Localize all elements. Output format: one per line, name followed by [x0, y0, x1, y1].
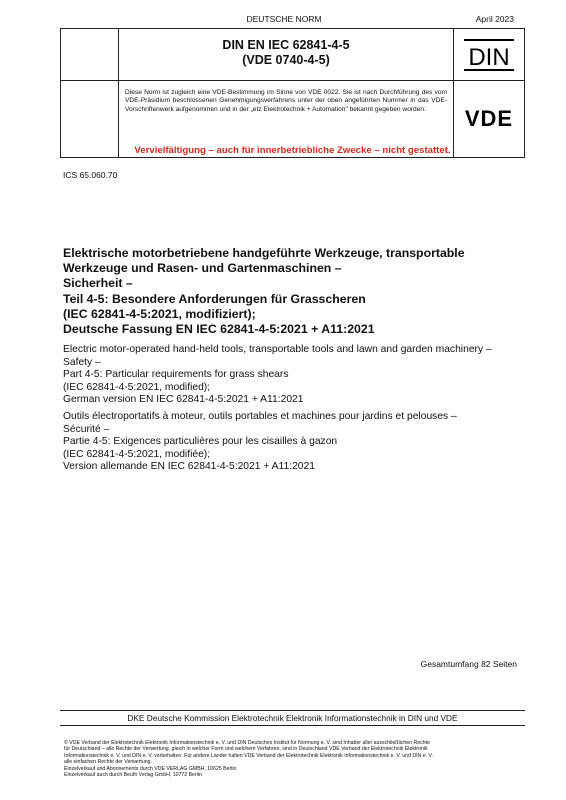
- standard-number-cell: [119, 29, 454, 80]
- title-french-line: Sécurité –: [63, 423, 110, 435]
- title-english-line: German version EN IEC 62841-4-5:2021 + A11:2021: [63, 394, 304, 406]
- total-pages: Gesamtumfang 82 Seiten: [420, 659, 517, 669]
- title-french-line: Outils électroportatifs à moteur, outils portables et machines pour jardins et pelouses –: [63, 411, 457, 422]
- copyright-notice: [64, 740, 534, 778]
- din-logo: [463, 38, 515, 72]
- title-french-line: Version allemande EN IEC 62841-4-5:2021 + A11:2021: [63, 461, 315, 473]
- title-english-line: Safety –: [63, 356, 101, 368]
- title-english-line: Part 4-5: Particular requirements for grass shears: [63, 369, 289, 381]
- copyright-line: © VDE Verband der Elektrotechnik Elektronik Informationstechnik e. V. und DIN Deutsches Institut für Normung e. V. sind Inhaber aller ausschließlichen Rechte: [64, 740, 430, 746]
- title-english-line: (IEC 62841-4-5:2021, modified);: [63, 381, 211, 393]
- title-german-line: Elektrische motorbetriebene handgeführte Werkzeuge, transportable: [63, 246, 465, 260]
- ics-code: ICS 65.060.70: [63, 170, 118, 180]
- sales-line: Einzelverkauf auch durch Beuth Verlag GmbH, 10772 Berlin: [64, 772, 202, 779]
- title-german: [63, 246, 525, 337]
- title-french-line: (IEC 62841-4-5:2021, modifiée);: [63, 448, 211, 460]
- title-english: [63, 344, 533, 407]
- vde-classification-number: (VDE 0740-4-5): [242, 53, 330, 67]
- reproduction-notice: Vervielfältigung – auch für innerbetriebliche Zwecke – nicht gestattet.: [134, 145, 451, 156]
- committee-line: DKE Deutsche Kommission Elektrotechnik Elektronik Informationstechnik in DIN und VDE: [60, 710, 525, 726]
- title-french: [63, 411, 533, 474]
- title-block-left-cell: [61, 29, 119, 80]
- top-header: [60, 14, 514, 26]
- title-german-line: (IEC 62841-4-5:2021, modifiziert);: [63, 306, 256, 321]
- title-german-line: Werkzeuge und Rasen- und Gartenmaschinen –: [63, 261, 342, 276]
- vde-regulation-notice: Diese Norm ist zugleich eine VDE-Bestimmung im Sinne von VDE 0022. Sie ist nach Durchführung des vom VDE-Präsidium beschlossenen Genehmigungsverfahrens unter der oben angeführten Nummer in das VDE-Vorschriftenwerk aufgenommen und in der „etz Elektrotechnik + Automation" bekannt gegeben worden.: [119, 81, 454, 157]
- title-german-line: Teil 4-5: Besondere Anforderungen für Grasscheren: [63, 291, 366, 306]
- din-logo-cell: [454, 29, 524, 80]
- title-german-line: Sicherheit –: [63, 276, 133, 291]
- title-german-line: Deutsche Fassung EN IEC 62841-4-5:2021 + A11:2021: [63, 322, 375, 337]
- standard-number: DIN EN IEC 62841-4-5: [222, 38, 350, 52]
- document-type-label: DEUTSCHE NORM: [246, 14, 322, 24]
- title-block-row-top: [61, 29, 524, 81]
- publication-date: April 2023: [475, 14, 514, 24]
- copyright-line: alle einfachen Rechte der Verwertung.: [64, 759, 152, 766]
- copyright-line: für Deutschland – alle Rechte der Verwertung, gleich in welcher Form und welchem Verfahren, sind in Deutschland VDE Verband der Elektrotechnik Elektronik: [64, 746, 428, 753]
- title-english-line: Electric motor-operated hand-held tools, transportable tools and lawn and garden machinery –: [63, 344, 492, 355]
- vde-logo: VDE: [464, 106, 514, 131]
- title-french-line: Partie 4-5: Exigences particulières pour les cisailles à gazon: [63, 436, 338, 448]
- sales-line: Einzelverkauf und Abonnements durch VDE VERLAG GMBH, 10625 Berlin: [64, 765, 237, 772]
- title-block: [60, 28, 525, 158]
- din-logo-text: DIN: [468, 43, 510, 71]
- copyright-line: Informationstechnik e. V. und DIN e. V. vorbehalten. Für andere Länder halten VDE Verband der Elektrotechnik Elektronik Informationstechnik e. V. und DIN e. V.: [64, 752, 433, 759]
